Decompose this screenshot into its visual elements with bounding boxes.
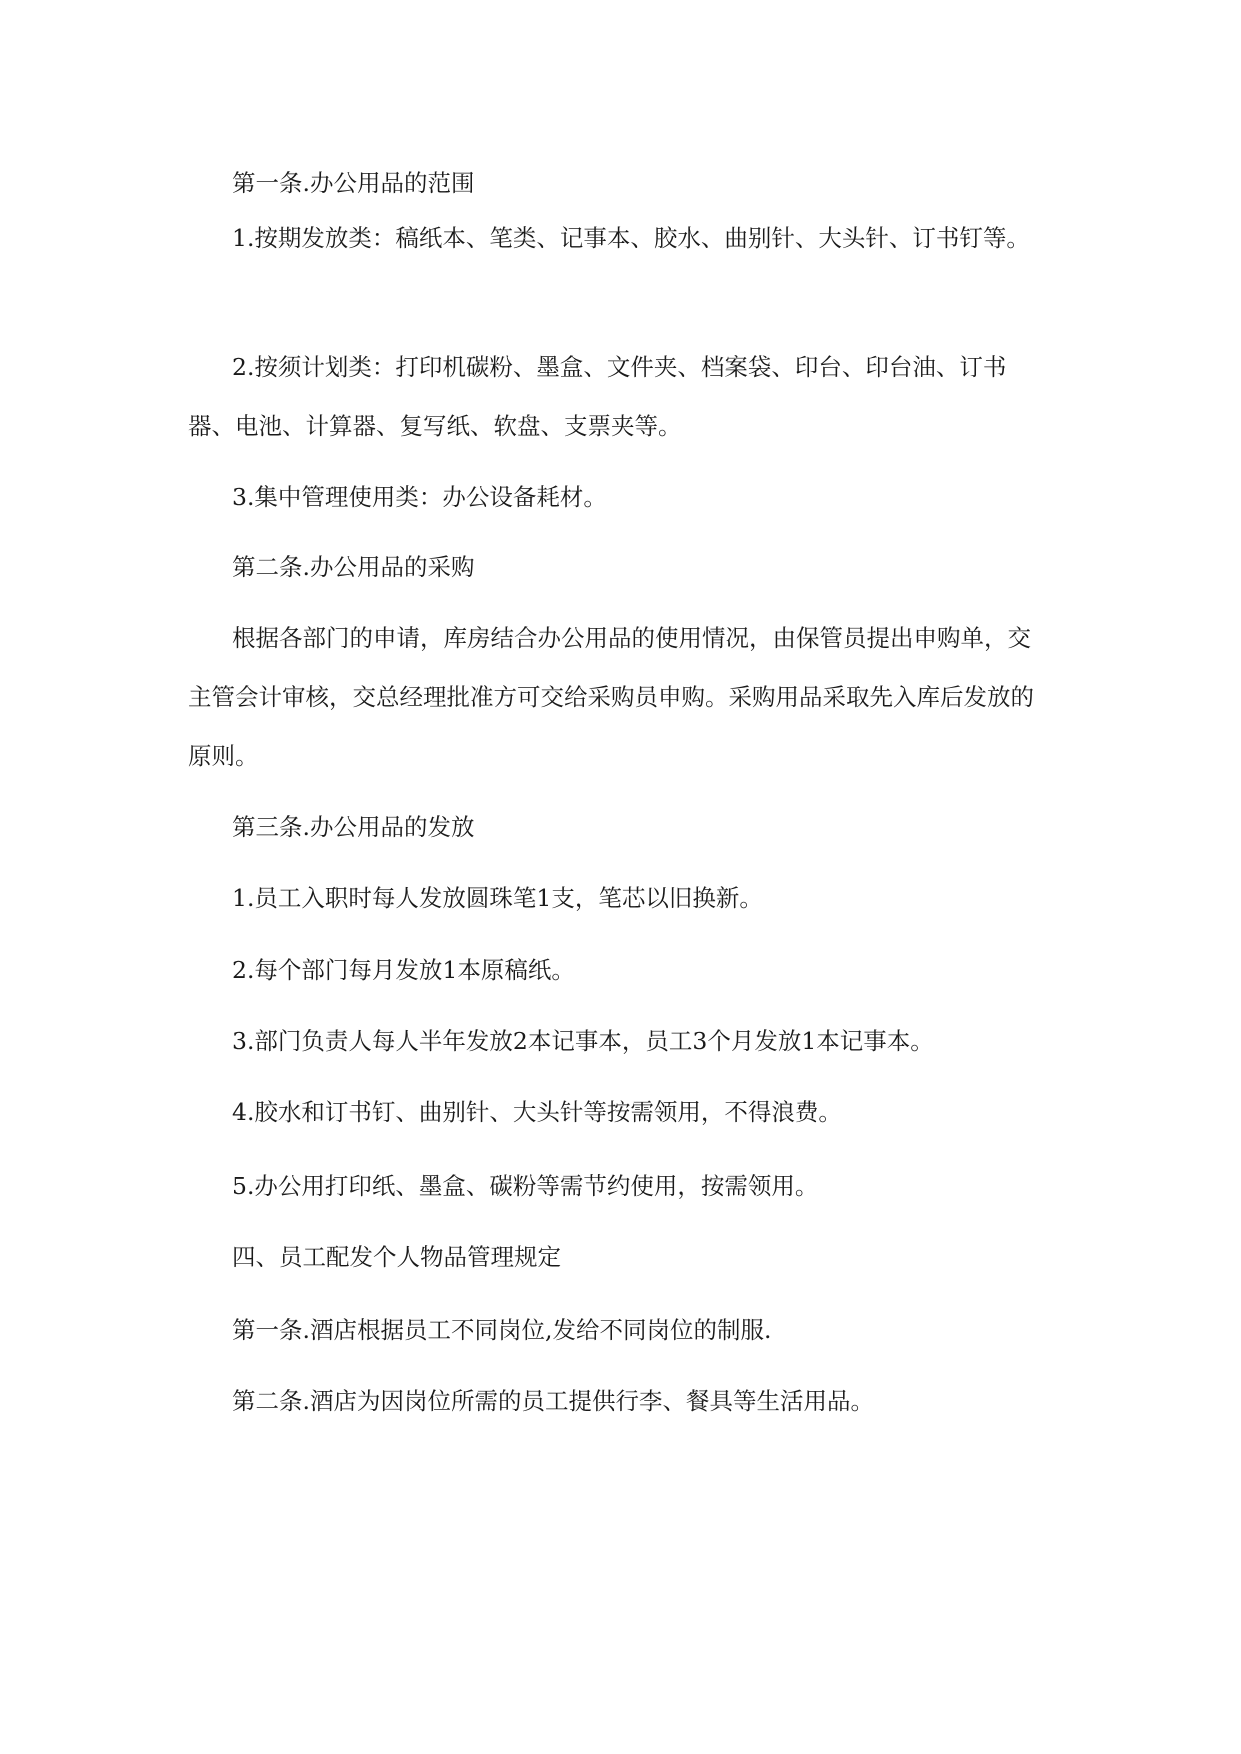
section-heading-2: 第二条.办公用品的采购 [232,553,475,581]
paragraph: 5.办公用打印纸、墨盒、碳粉等需节约使用，按需领用。 [232,1172,819,1200]
paragraph: 1.员工入职时每人发放圆珠笔1支，笔芯以旧换新。 [232,884,763,912]
paragraph: 1.按期发放类：稿纸本、笔类、记事本、胶水、曲别针、大头针、订书钉等。 [232,224,1030,252]
paragraph: 2.每个部门每月发放1本原稿纸。 [232,956,575,984]
paragraph: 第一条.酒店根据员工不同岗位,发给不同岗位的制服. [232,1316,772,1344]
section-heading-3: 第三条.办公用品的发放 [232,813,475,841]
paragraph: 3.部门负责人每人半年发放2本记事本，员工3个月发放1本记事本。 [232,1027,934,1055]
paragraph: 根据各部门的申请，库房结合办公用品的使用情况，由保管员提出申购单，交主管会计审核，交总经理批准方可交给采购员申购。采购用品采取先入库后发放的原则。 [188,624,1034,770]
section-heading-4: 四、员工配发个人物品管理规定 [232,1243,561,1271]
paragraph: 2.按须计划类：打印机碳粉、墨盒、文件夹、档案袋、印台、印台油、订书器、电池、计算器、复写纸、软盘、支票夹等。 [188,353,1007,440]
paragraph: 4.胶水和订书钉、曲别针、大头针等按需领用，不得浪费。 [232,1098,842,1126]
paragraph: 3.集中管理使用类：办公设备耗材。 [232,483,607,511]
section-heading-1: 第一条.办公用品的范围 [232,169,475,197]
paragraph: 第二条.酒店为因岗位所需的员工提供行李、餐具等生活用品。 [232,1387,874,1415]
